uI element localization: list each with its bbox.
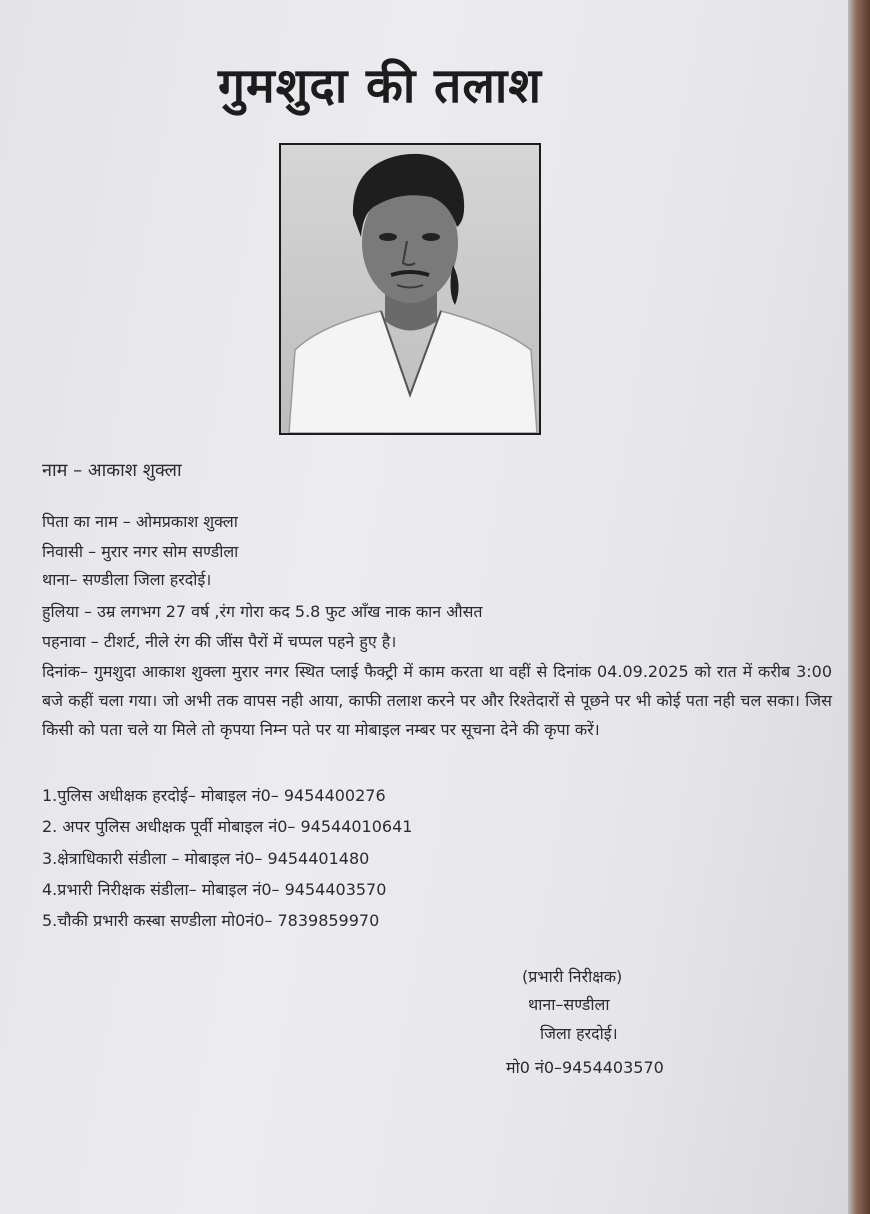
- contact-item: 5.चौकी प्रभारी कस्बा सण्डीला मो0नं0– 7839859970: [42, 911, 380, 930]
- poster-title: गुमशुदा की तलाश: [218, 58, 542, 114]
- signature-designation: (प्रभारी निरीक्षक): [522, 967, 623, 986]
- contact-item: 1.पुलिस अधीक्षक हरदोई– मोबाइल नं0– 9454400276: [42, 786, 386, 805]
- description-line: हुलिया – उम्र लगभग 27 वर्ष ,रंग गोरा कद 5.8 फुट आँख नाक कान औसत: [42, 602, 483, 621]
- police-station-line: थाना– सण्डीला जिला हरदोई।: [42, 570, 212, 589]
- contact-item: 3.क्षेत्राधिकारी संडीला – मोबाइल नं0– 9454401480: [42, 849, 370, 868]
- residence-line: निवासी – मुरार नगर सोम सण्डीला: [42, 542, 239, 561]
- contact-item: 2. अपर पुलिस अधीक्षक पूर्वी मोबाइल नं0– 94544010641: [42, 817, 413, 836]
- contact-item: 4.प्रभारी निरीक्षक संडीला– मोबाइल नं0– 9454403570: [42, 880, 387, 899]
- missing-person-photo: [279, 143, 541, 435]
- signature-station: थाना–सण्डीला: [528, 995, 610, 1014]
- signature-district: जिला हरदोई।: [540, 1024, 618, 1043]
- signature-mobile: मो0 नं0–9454403570: [506, 1058, 664, 1077]
- name-line: नाम – आकाश शुक्ला: [42, 460, 182, 481]
- paper-edge-background: [848, 0, 870, 1214]
- father-name-line: पिता का नाम – ओमप्रकाश शुक्ला: [42, 512, 238, 531]
- missing-details-paragraph: दिनांक– गुमशुदा आकाश शुक्ला मुरार नगर स्थित प्लाई फैक्ट्री में काम करता था वहीं से दिनांक 04.09.2025 को रात में करीब 3:00 बजे कहीं चला गया। जो अभी तक वापस नही आया, काफी तलाश करने पर और रिश्तेदारों से पूछने पर भी कोई पता नही चल सका। जिस किसी को पता चले या मिले तो कृपया निम्न पते पर या मोबाइल नम्बर पर सूचना देने की कृपा करें।: [42, 662, 832, 739]
- clothing-line: पहनावा – टीशर्ट, नीले रंग की जींस पैरों में चप्पल पहने हुए है।: [42, 632, 397, 651]
